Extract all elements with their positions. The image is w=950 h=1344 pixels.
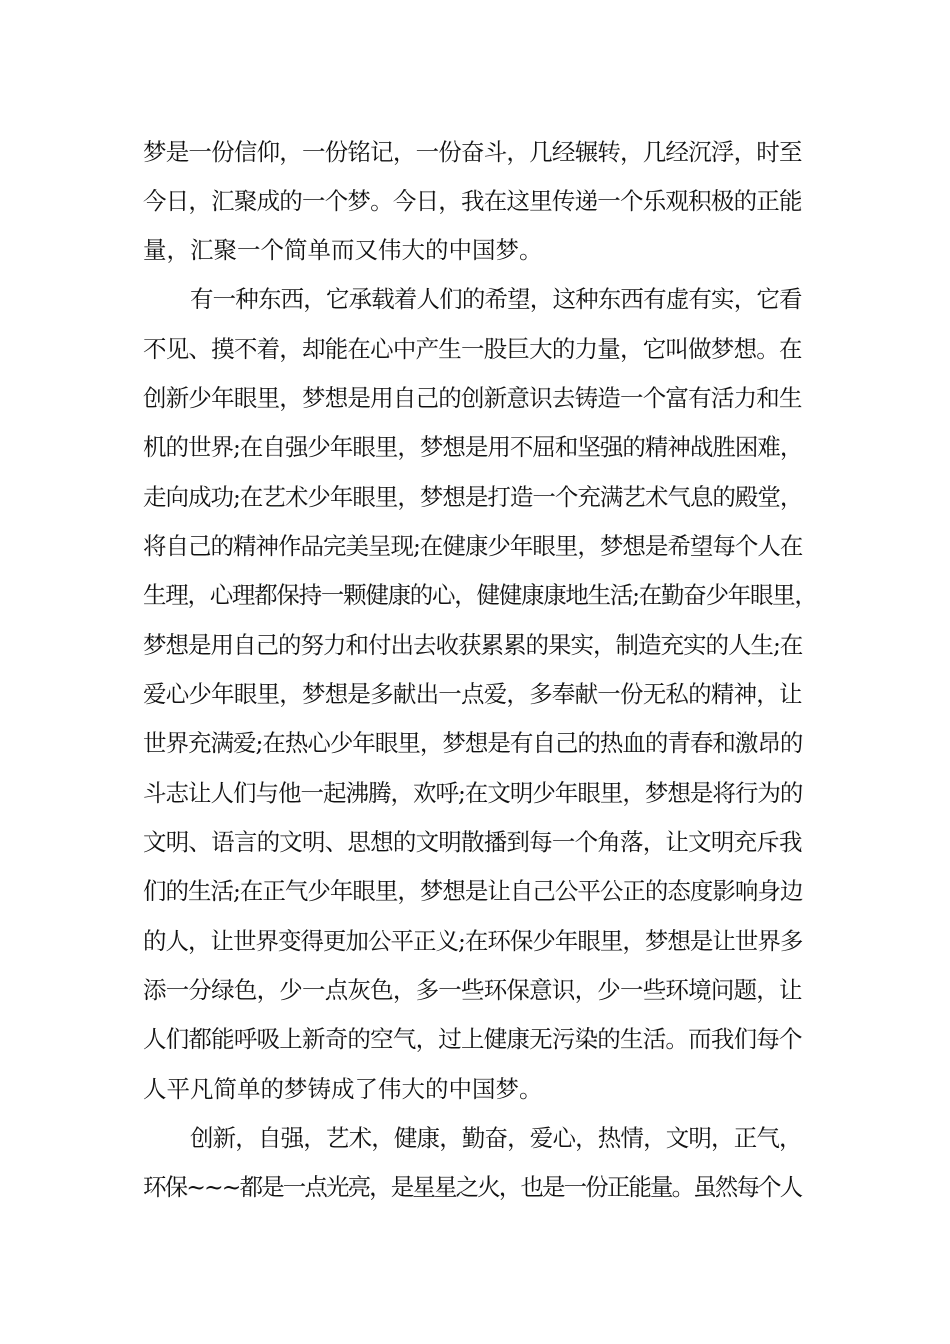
text-line-9: 将自己的精神作品完美呈现;在健康少年眼里，梦想是希望每个人在 — [143, 532, 803, 560]
text-line-17: 的人，让世界变得更加公平正义;在环保少年眼里，梦想是让世界多 — [143, 927, 803, 955]
text-line-10: 生理，心理都保持一颗健康的心，健健康康地生活;在勤奋少年眼里， — [143, 581, 817, 609]
text-line-19: 人们都能呼吸上新奇的空气，过上健康无污染的生活。而我们每个 — [143, 1025, 802, 1053]
text-line-16: 们的生活;在正气少年眼里，梦想是让自己公平公正的态度影响身边 — [143, 877, 803, 905]
text-line-12: 爱心少年眼里，梦想是多献出一点爱，多奉献一份无私的精神，让 — [143, 680, 802, 708]
text-line-11: 梦想是用自己的努力和付出去收获累累的果实，制造充实的人生;在 — [143, 631, 803, 659]
text-line-6: 创新少年眼里，梦想是用自己的创新意识去铸造一个富有活力和生 — [143, 384, 802, 412]
text-line-20: 人平凡简单的梦铸成了伟大的中国梦。 — [143, 1075, 543, 1103]
text-line-1: 梦是一份信仰，一份铭记，一份奋斗，几经辗转，几经沉浮，时至 — [143, 138, 802, 166]
text-line-21: 创新，自强，艺术，健康，勤奋，爱心，热情，文明，正气， — [190, 1124, 802, 1152]
text-line-5: 不见、摸不着，却能在心中产生一股巨大的力量，它叫做梦想。在 — [143, 335, 802, 363]
text-line-7: 机的世界;在自强少年眼里，梦想是用不屈和坚强的精神战胜困难， — [143, 433, 803, 461]
text-line-14: 斗志让人们与他一起沸腾，欢呼;在文明少年眼里，梦想是将行为的 — [143, 779, 803, 807]
text-line-15: 文明、语言的文明、思想的文明散播到每一个角落，让文明充斥我 — [143, 828, 802, 856]
text-line-2: 今日，汇聚成的一个梦。今日，我在这里传递一个乐观积极的正能 — [143, 187, 802, 215]
text-line-13: 世界充满爱;在热心少年眼里，梦想是有自己的热血的青春和激昂的 — [143, 729, 803, 757]
text-line-18: 添一分绿色，少一点灰色，多一些环保意识，少一些环境问题，让 — [143, 976, 802, 1004]
text-line-3: 量，汇聚一个简单而又伟大的中国梦。 — [143, 236, 543, 264]
text-line-22: 环保~~~都是一点光亮，是星星之火，也是一份正能量。虽然每个人 — [143, 1173, 802, 1201]
text-line-8: 走向成功;在艺术少年眼里，梦想是打造一个充满艺术气息的殿堂， — [143, 483, 803, 511]
text-line-4: 有一种东西，它承载着人们的希望，这种东西有虚有实，它看 — [190, 285, 802, 313]
